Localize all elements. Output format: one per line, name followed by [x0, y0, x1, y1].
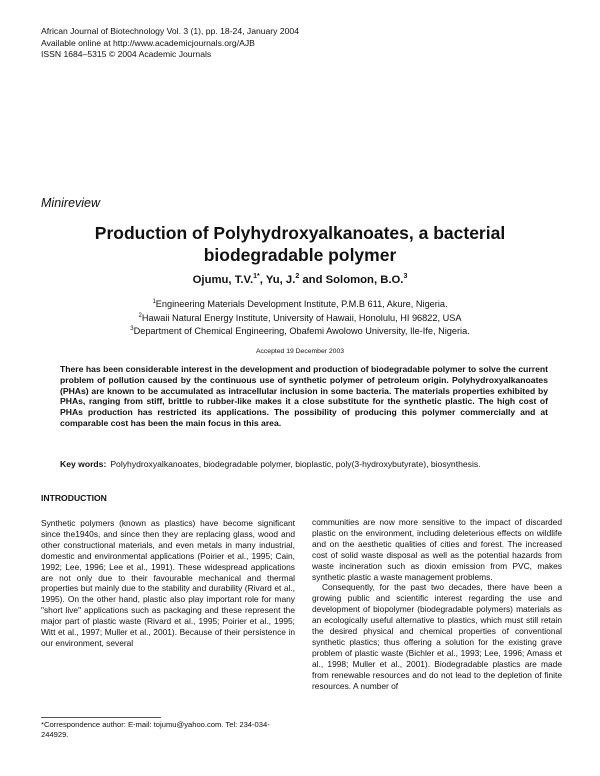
journal-header — [41, 26, 299, 61]
author-affiliation-mark: 1* — [253, 273, 260, 280]
author-line — [40, 273, 560, 286]
affiliation-line — [40, 311, 560, 325]
affiliation-number: 3 — [130, 326, 134, 333]
article-type: Minireview — [41, 196, 101, 210]
footnote-divider — [41, 717, 161, 718]
affiliation-text: Engineering Materials Development Institute, P.M.B 611, Akure, Nigeria. — [155, 299, 448, 310]
correspondence-footnote: *Correspondence author: E-mail: tojumu@yahoo.com. Tel: 234-034-244929. — [41, 720, 270, 739]
journal-issn: ISSN 1684–5315 © 2004 Academic Journals — [41, 49, 212, 59]
keywords-label: Key words: — [60, 459, 107, 469]
affiliation-text: Hawaii Natural Energy Institute, University of Hawaii, Honolulu, HI 96822, USA — [141, 312, 462, 323]
keywords-text: Polyhydroxyalkanoates, biodegradable polymer, bioplastic, poly(3-hydroxybutyrate), biosynthesis. — [110, 459, 481, 469]
accepted-date: Accepted 19 December 2003 — [255, 348, 345, 355]
journal-citation: African Journal of Biotechnology Vol. 3 (1), pp. 18-24, January 2004 — [41, 26, 299, 36]
affiliation-number: 1 — [152, 299, 156, 305]
author-name: Ojumu, T.V. — [192, 273, 254, 286]
affiliation-line — [40, 324, 560, 338]
paper-title: Production of Polyhydroxyalkanoates, a bacterial biodegradable polymer — [94, 223, 506, 265]
keywords — [60, 459, 548, 469]
author-separator: , — [259, 273, 266, 286]
body-column-left — [41, 518, 295, 649]
author-name: Yu, J. — [265, 273, 296, 286]
affiliation-line — [40, 297, 560, 311]
body-paragraph: Consequently, for the past two decades, there have been a growing public and scientific interest regarding the use and development of biopolymer (biodegradable polymers) materials as an ecologically useful alternative to plastics, which must still retain the desired physical and chemical properties of conventional synthetic plastics; thus offering a solution for the existing grave problem of plastic waste (Bichler et al., 1993; Lee, 1996; Amass et al., 1998; Muller et al., 2001). Biodegradable plastics are made from renewable resources and do not lead to the depletion of finite resources. A number of — [312, 582, 562, 691]
section-heading-introduction: INTRODUCTION — [41, 493, 107, 503]
journal-availability: Available online at http://www.academicjournals.org/AJB — [41, 37, 255, 48]
author-affiliation-mark: 2 — [295, 273, 300, 280]
body-paragraph: communities are now more sensitive to the impact of discarded plastic on the environment, including deleterious effects on wildlife and on the aesthetic qualities of cities and forest. The increased cost of solid waste disposal as well as the potential hazards from waste incineration such as dioxin emission from PVC, makes synthetic plastic a waste management problems. — [312, 517, 562, 582]
affiliations — [40, 297, 560, 338]
author-separator: and — [299, 273, 326, 286]
body-paragraph: Synthetic polymers (known as plastics) have become significant since the1940s, and since then they are replacing glass, wood and other constructional materials, and even metals in many industrial, domestic and environmental applications (Poirier et al., 1995; Cain, 1992; Lee, 1996; Lee et al., 1991). These widespread applications are not only due to their favourable mechanical and thermal properties but mainly due to the stability and durability (Rivard et al., 1995). On the other hand, plastic also play important role for many "short live" applications such as packaging and these represent the major part of plastic waste (Rivard et al., 1995; Poirier et al., 1995; Witt et al., 1997; Muller et al., 2001). Because of their persistence in our environment, several — [41, 518, 295, 648]
author-name: Solomon, B.O. — [325, 273, 404, 286]
affiliation-text: Department of Chemical Engineering, Obafemi Awolowo University, Ile-Ife, Nigeria. — [133, 326, 470, 337]
affiliation-number: 2 — [138, 312, 142, 319]
author-affiliation-mark: 3 — [403, 273, 408, 280]
abstract: There has been considerable interest in the development and production of biodegradable polymer to solve the current problem of pollution caused by the continuous use of synthetic polymer of petroleum origin. Polyhydroxyalkanoates (PHAs) are known to be accumulated as intracellular inclusion in some bacteria. The materials properties exhibited by PHAs, ranging from stiff, brittle to rubber-like makes it a close substitute for the synthetic plastic. The high cost of PHAs production has restricted its applications. The possibility of producing this polymer commercially and at comparable cost has been the main focus in this area. — [60, 364, 548, 428]
body-column-right — [312, 517, 562, 692]
